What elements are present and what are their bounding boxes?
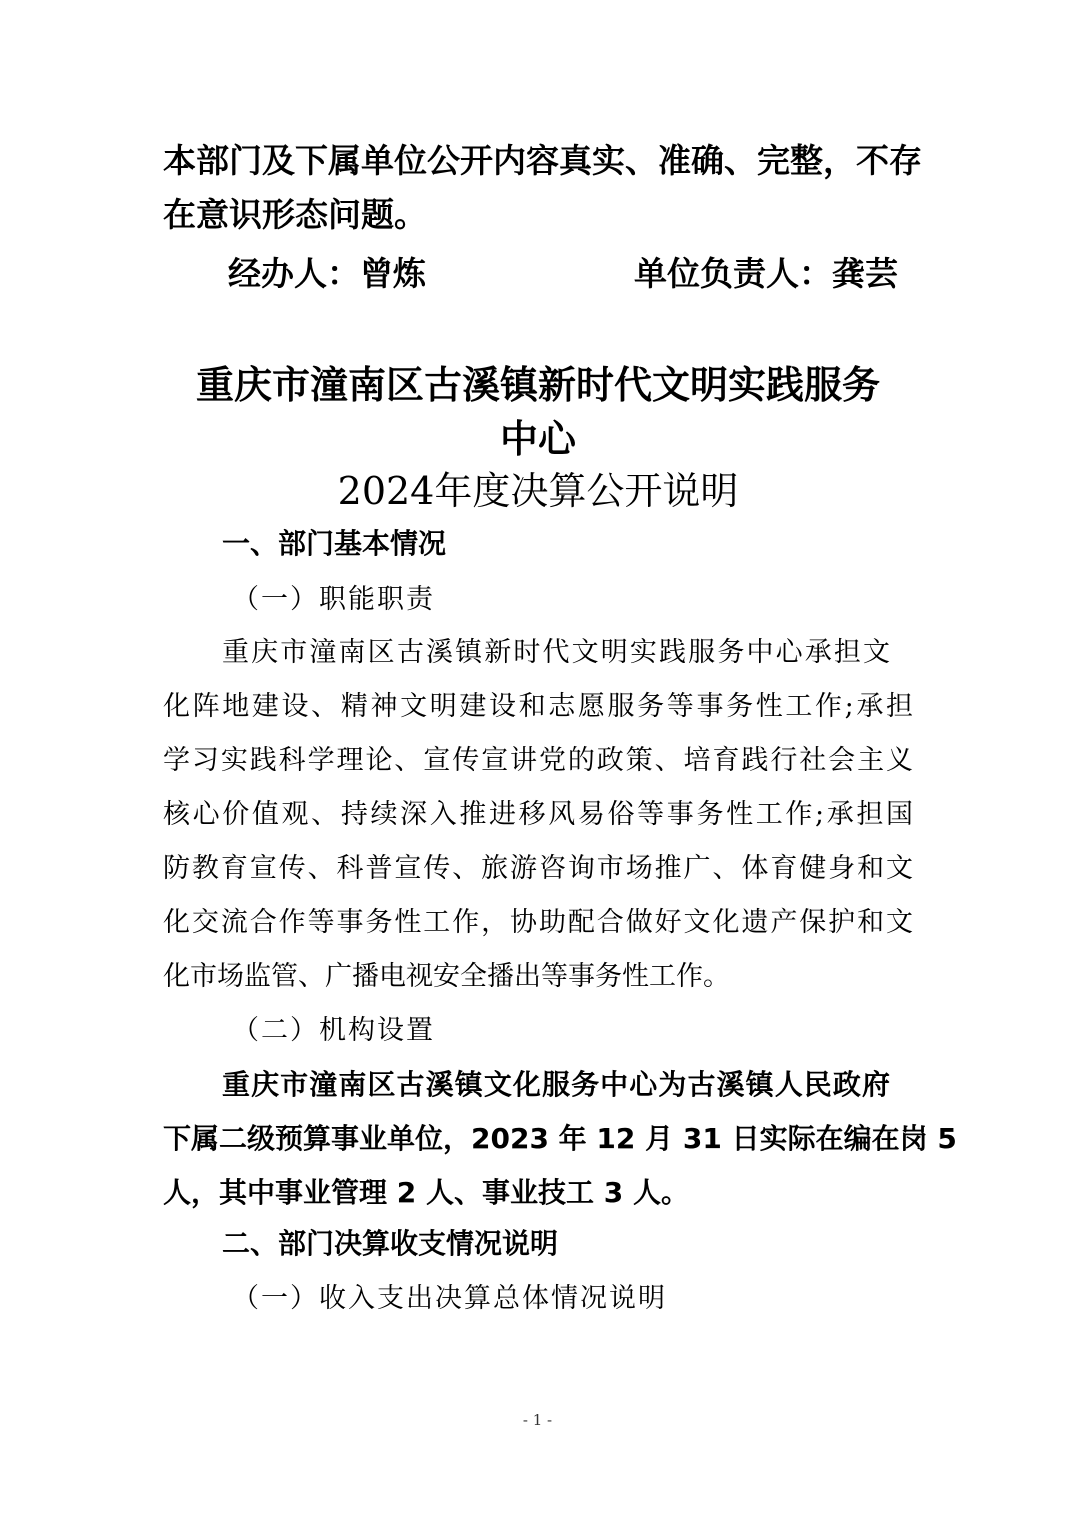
paragraph-line: 重庆市潼南区古溪镇新时代文明实践服务中心承担文 [222, 637, 890, 668]
section-2-heading: 二、部门决算收支情况说明 [222, 1227, 559, 1260]
document-subtitle: 2024年度决算公开说明 [337, 469, 739, 513]
paragraph-line: 化阵地建设、精神文明建设和志愿服务等事务性工作;承担 [163, 691, 913, 722]
leader-signature: 单位负责人：龚芸 [634, 254, 898, 293]
paragraph-line: 重庆市潼南区古溪镇文化服务中心为古溪镇人民政府 [222, 1068, 890, 1101]
paragraph-line: 防教育宣传、科普宣传、旅游咨询市场推广、体育健身和文 [163, 853, 913, 884]
intro-line-2: 在意识形态问题。 [163, 195, 427, 234]
paragraph-line: 人，其中事业管理 2 人、事业技工 3 人。 [163, 1176, 689, 1209]
section-1-heading: 一、部门基本情况 [222, 527, 447, 560]
document-title-line-2: 中心 [499, 416, 576, 461]
handler-signature: 经办人：曾炼 [228, 254, 426, 293]
paragraph-line: 下属二级预算事业单位，2023 年 12 月 31 日实际在编在岗 5 [163, 1122, 957, 1155]
page-number: - 1 - [522, 1411, 553, 1429]
section-1-1-heading: （一）职能职责 [232, 584, 435, 615]
paragraph-line: 化市场监管、广播电视安全播出等事务性工作。 [163, 961, 730, 992]
section-2-1-heading: （一）收入支出决算总体情况说明 [232, 1283, 667, 1314]
section-1-2-heading: （二）机构设置 [232, 1015, 435, 1046]
paragraph-line: 核心价值观、持续深入推进移风易俗等事务性工作;承担国 [163, 799, 913, 830]
intro-line-1: 本部门及下属单位公开内容真实、准确、完整，不存 [163, 141, 922, 180]
paragraph-line: 化交流合作等事务性工作，协助配合做好文化遗产保护和文 [163, 907, 913, 938]
paragraph-line: 学习实践科学理论、宣传宣讲党的政策、培育践行社会主义 [163, 745, 913, 776]
document-title-line-1: 重庆市潼南区古溪镇新时代文明实践服务 [195, 362, 880, 407]
